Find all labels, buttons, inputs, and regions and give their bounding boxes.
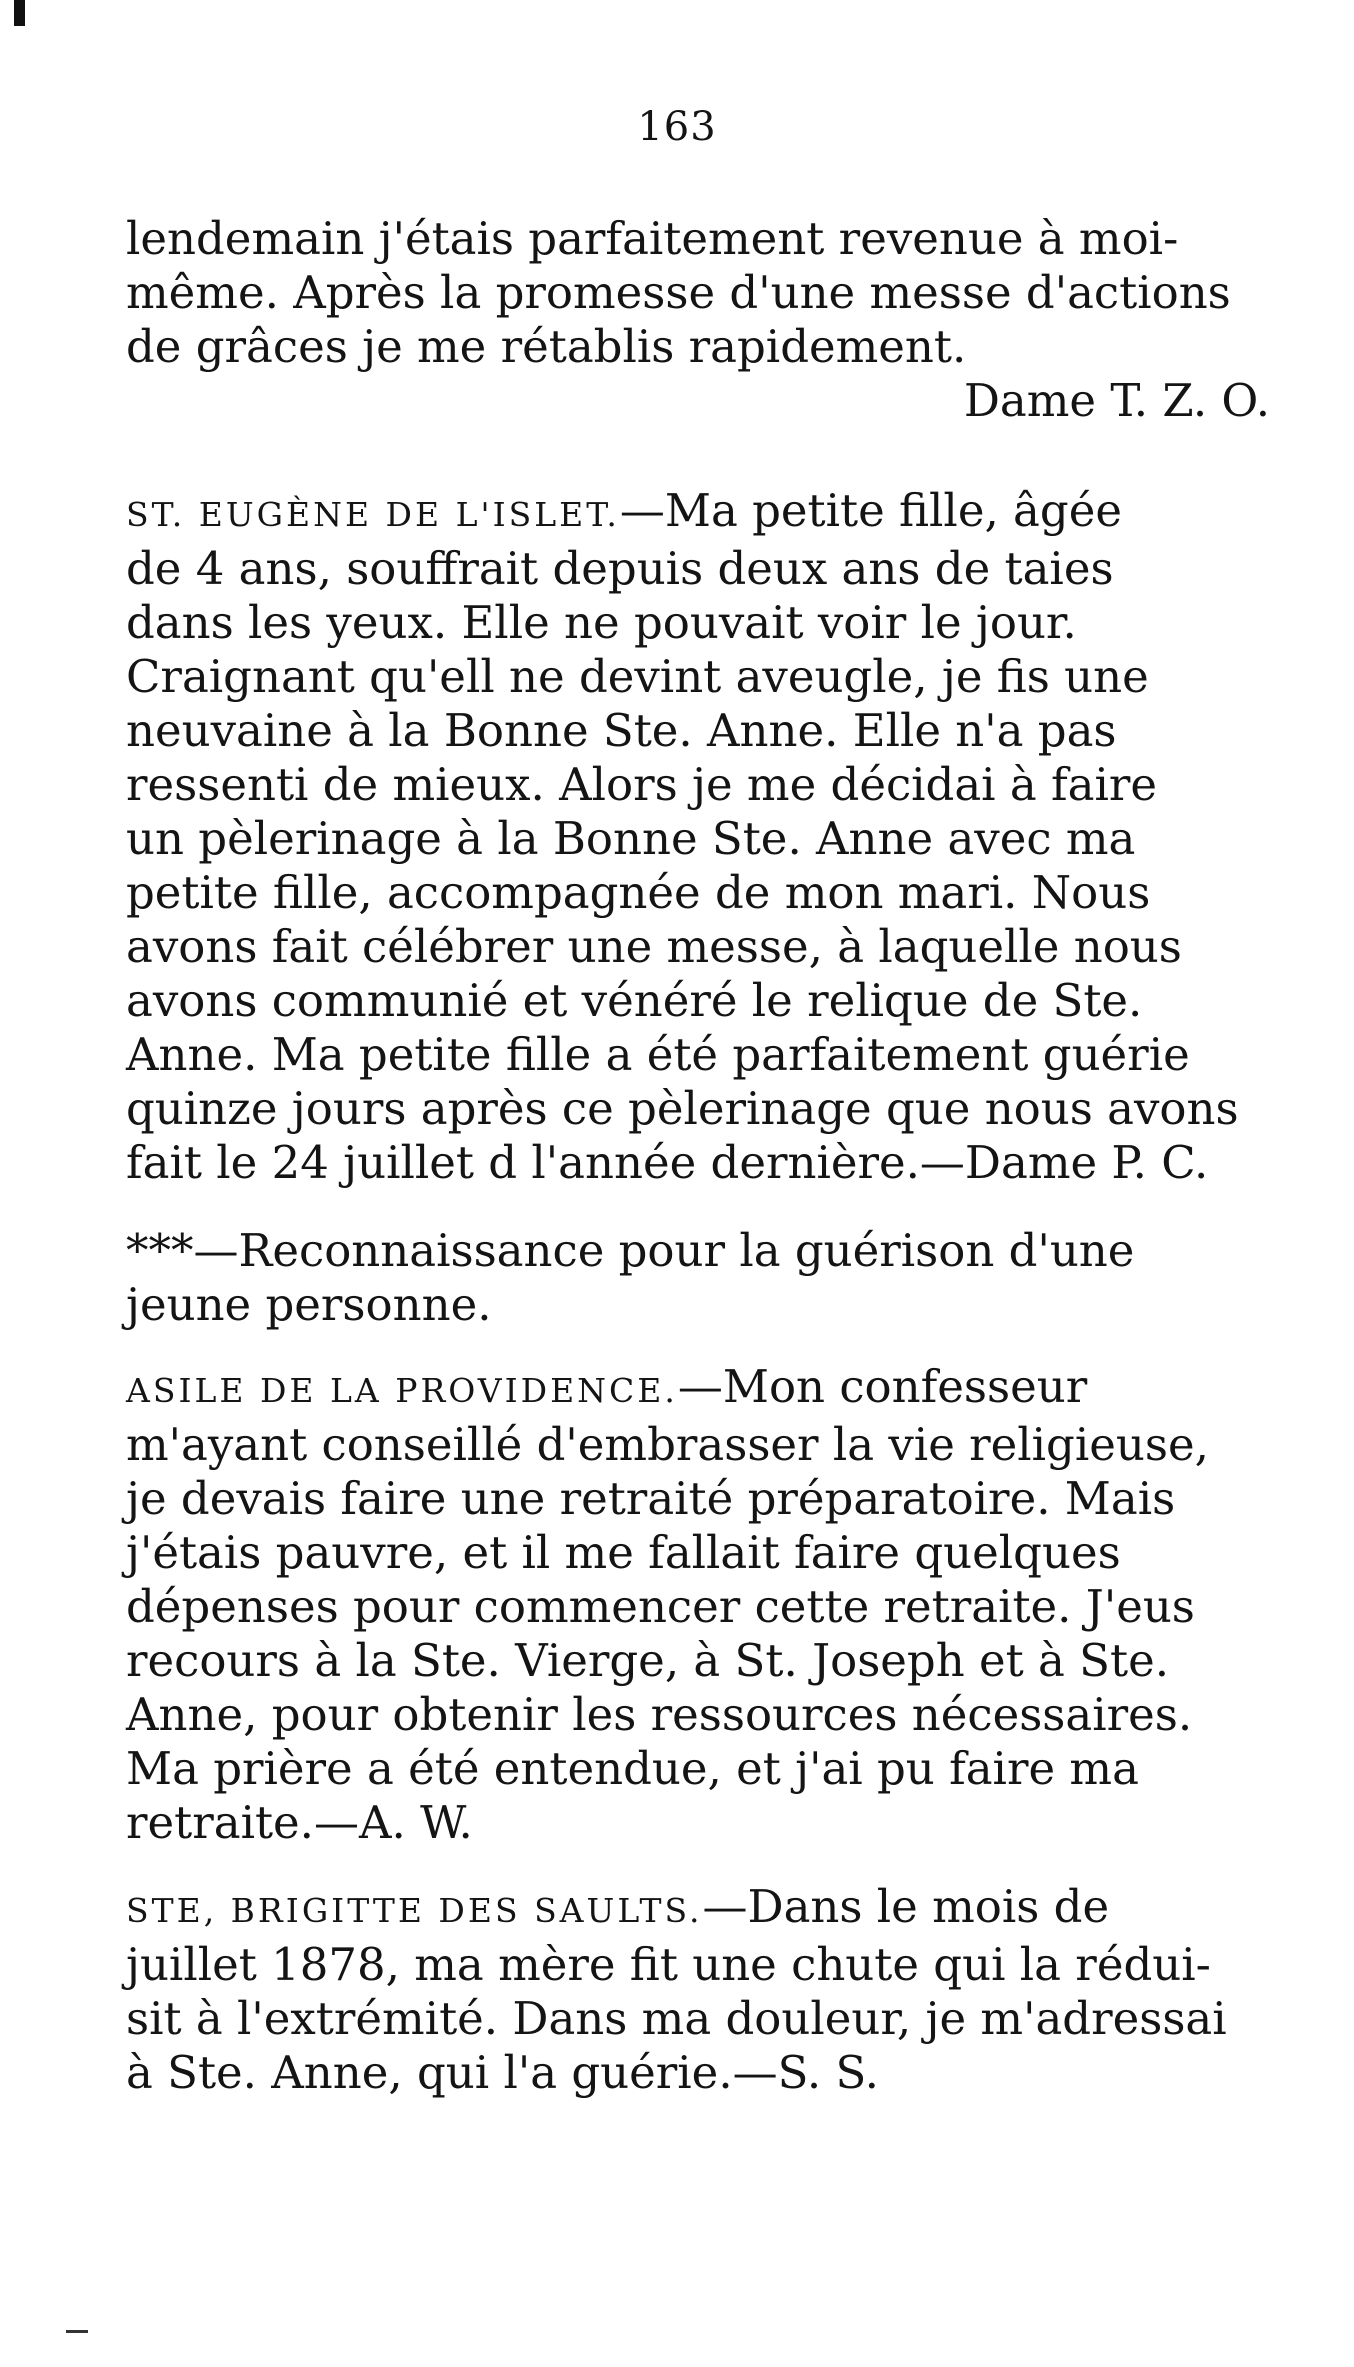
paragraph-first-line <box>126 1360 1296 1418</box>
text-line: lendemain j'étais parfaitement revenue à moi- <box>126 212 1179 265</box>
scan-bottom-mark <box>66 2330 88 2333</box>
text-line: avons communié et vénéré le relique de Ste. <box>126 974 1143 1027</box>
text-fragment: —Ma petite fille, âgée <box>619 484 1122 537</box>
text-line: recours à la Ste. Vierge, à St. Joseph et à Ste. <box>126 1634 1170 1687</box>
text-line: m'ayant conseillé d'embrasser la vie religieuse, <box>126 1418 1209 1471</box>
text-line: Ma prière a été entendue, et j'ai pu faire ma <box>126 1742 1139 1795</box>
paragraph-ste-brigitte <box>126 1880 1296 2100</box>
text-fragment: —Dans le mois de <box>702 1880 1110 1933</box>
paragraph-st-eugene <box>126 484 1296 1190</box>
text-line: fait le 24 juillet d l'année dernière.—Dame P. C. <box>126 1136 1209 1189</box>
text-line: de 4 ans, souffrait depuis deux ans de taies <box>126 542 1114 595</box>
text-line: quinze jours après ce pèlerinage que nous avons <box>126 1082 1239 1135</box>
signature: Dame T. Z. O. <box>963 374 1270 427</box>
text-line: avons fait célébrer une messe, à laquelle nous <box>126 920 1182 973</box>
text-line: neuvaine à la Bonne Ste. Anne. Elle n'a pas <box>126 704 1117 757</box>
text-line: ressenti de mieux. Alors je me décidai à faire <box>126 758 1158 811</box>
text-line: Anne, pour obtenir les ressources nécessaires. <box>126 1688 1193 1741</box>
text-line: de grâces je me rétablis rapidement. <box>126 320 967 373</box>
paragraph-intro <box>126 212 1296 428</box>
text-line: même. Après la promesse d'une messe d'actions <box>126 266 1231 319</box>
text-fragment: —Mon confesseur <box>677 1360 1088 1413</box>
scan-corner-mark <box>14 0 25 26</box>
text-line: Anne. Ma petite fille a été parfaitement guérie <box>126 1028 1190 1081</box>
text-line: sit à l'extrémité. Dans ma douleur, je m'adressai <box>126 1992 1227 2045</box>
text-line: dans les yeux. Elle ne pouvait voir le jour. <box>126 596 1077 649</box>
text-line: ***—Reconnaissance pour la guérison d'une <box>126 1224 1135 1277</box>
text-line: Craignant qu'ell ne devint aveugle, je fis une <box>126 650 1149 703</box>
text-line: à Ste. Anne, qui l'a guérie.—S. S. <box>126 2046 879 2099</box>
text-line: j'étais pauvre, et il me fallait faire quelques <box>126 1526 1121 1579</box>
text-line: je devais faire une retraité préparatoire. Mais <box>126 1472 1176 1525</box>
place-heading: STE, BRIGITTE DES SAULTS. <box>126 1891 703 1930</box>
page-number: 163 <box>637 104 717 150</box>
place-heading: ST. EUGÈNE DE L'ISLET. <box>126 495 620 534</box>
text-line: dépenses pour commencer cette retraite. J'eus <box>126 1580 1195 1633</box>
text-line: jeune personne. <box>126 1278 492 1331</box>
text-line: petite fille, accompagnée de mon mari. Nous <box>126 866 1151 919</box>
text-line: un pèlerinage à la Bonne Ste. Anne avec ma <box>126 812 1136 865</box>
text-line: juillet 1878, ma mère fit une chute qui la rédui- <box>126 1938 1211 1991</box>
paragraph-first-line <box>126 1880 1296 1938</box>
place-heading: ASILE DE LA PROVIDENCE. <box>126 1371 678 1410</box>
paragraph-first-line <box>126 484 1296 542</box>
paragraph-asile-providence <box>126 1360 1296 1850</box>
paragraph-anonymous <box>126 1224 1296 1332</box>
text-line: retraite.—A. W. <box>126 1796 473 1849</box>
